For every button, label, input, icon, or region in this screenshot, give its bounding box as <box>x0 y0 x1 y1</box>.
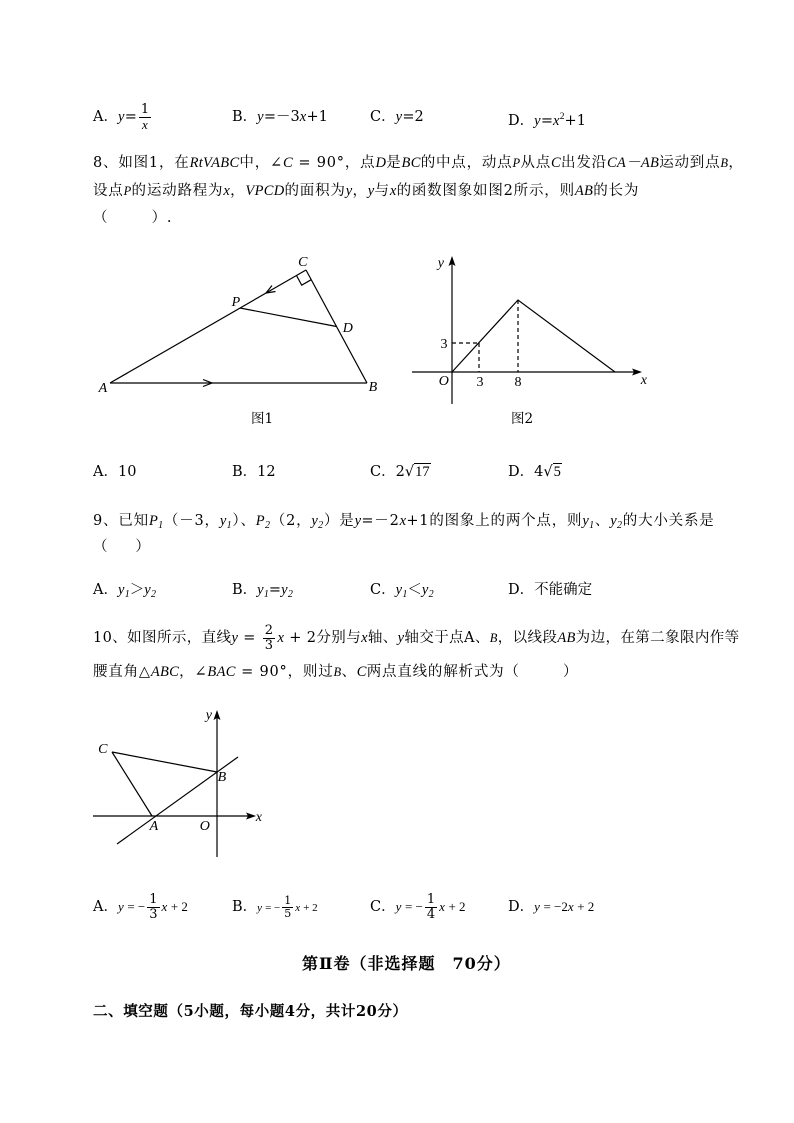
y-tick-label: 3 <box>440 337 448 352</box>
fill-in-section-heading: 二、填空题（5小题，每小题4分，共计20分） <box>93 1003 408 1020</box>
math-text: = − <box>262 902 281 914</box>
q8-text: ， <box>728 155 744 171</box>
q10-option-b[interactable] <box>232 890 318 924</box>
math-var: y <box>534 113 541 129</box>
math-var: y <box>257 902 263 914</box>
q9-math: y <box>610 513 617 529</box>
math-var: x <box>295 902 301 914</box>
q8-text: 的中点，动点 <box>420 155 513 171</box>
q8-option-c[interactable] <box>370 462 431 482</box>
q8-text: 从点 <box>520 155 552 171</box>
figure-2-caption: 图2 <box>510 411 534 427</box>
segment-ca <box>112 752 152 816</box>
math-text: +1 <box>306 109 328 125</box>
q9-math: y <box>219 513 227 529</box>
math-var: x <box>299 109 307 125</box>
q10-option-a[interactable] <box>93 890 188 924</box>
q9-text: 9、已知 <box>93 513 149 529</box>
q8-math: VPCD <box>245 183 285 199</box>
numerator: 1 <box>426 891 436 907</box>
radical-sign: √ <box>404 464 415 480</box>
q10-text: ， <box>179 664 195 680</box>
q10-text: 轴、 <box>367 630 398 646</box>
comparison-operator: = <box>268 582 282 598</box>
q10-math: AB <box>557 630 576 646</box>
option-label: B． <box>232 582 258 598</box>
comparison-operator: ＞ <box>129 582 145 598</box>
numerator: 1 <box>149 891 158 907</box>
q8-text: 的长为 <box>593 183 640 199</box>
q8-math: BC <box>401 155 421 171</box>
origin-label: O <box>199 819 211 834</box>
subscript: 1 <box>402 589 408 600</box>
q8-option-d[interactable] <box>508 462 562 482</box>
math-var: y <box>395 582 403 598</box>
option-label: C． <box>370 582 396 598</box>
coefficient: 2 <box>395 464 405 480</box>
subscript: 2 <box>150 589 156 600</box>
q10-math: B <box>489 631 498 645</box>
q8-answer-blank[interactable]: （ ）. <box>93 210 173 226</box>
q10-option-c[interactable] <box>370 890 466 924</box>
math-var: y <box>281 582 288 598</box>
q10-text: 轴交于点A、 <box>404 630 490 646</box>
q8-text: = 90° <box>292 155 345 171</box>
figure-2-labels <box>436 256 648 427</box>
q9-text: =－2 <box>361 513 400 529</box>
point-c-label: C <box>98 742 108 757</box>
q10-text: + 2 <box>284 630 317 646</box>
q9-text: 的大小关系是 <box>622 513 715 529</box>
denominator: x <box>141 116 149 132</box>
q9-option-a[interactable] <box>93 580 156 600</box>
q9-answer-blank[interactable]: （ ） <box>93 539 151 555</box>
q10-option-d[interactable] <box>508 890 594 924</box>
arrow-ca-icon <box>266 286 276 294</box>
math-text: = −2 <box>540 899 568 914</box>
figure-1 <box>110 270 367 387</box>
figure-1-caption: 图1 <box>250 411 274 427</box>
figure-3-labels <box>98 708 263 834</box>
x-axis-label: x <box>640 373 648 388</box>
numerator: 1 <box>284 893 292 907</box>
figure-3 <box>93 710 256 857</box>
q8-math: D <box>375 155 387 171</box>
subscript: 2 <box>318 520 324 531</box>
exponent: 2 <box>559 112 565 122</box>
x-tick-label: 8 <box>514 375 522 390</box>
origin-label: O <box>438 374 450 389</box>
q8-text: 的面积为 <box>284 183 346 199</box>
math-var: x <box>161 899 168 914</box>
math-text: + 2 <box>573 899 595 914</box>
math-var: x <box>439 899 446 914</box>
option-label: C． <box>370 464 396 480</box>
subscript: 1 <box>263 589 269 600</box>
option-label: A． <box>93 109 118 125</box>
q8-math: P <box>123 184 132 198</box>
radicand: 5 <box>553 464 561 480</box>
math-text: = − <box>124 899 146 914</box>
option-label: C． <box>370 899 396 915</box>
point-a-label: A <box>149 819 159 834</box>
denominator: 4 <box>426 906 436 922</box>
q10-text: 、 <box>341 664 357 680</box>
x-axis-label: x <box>255 810 263 825</box>
denominator: 5 <box>284 906 292 920</box>
math-var: y <box>421 582 429 598</box>
q10-math: y <box>231 630 239 646</box>
q10-math: y <box>397 630 405 646</box>
math-text: + 2 <box>167 899 188 914</box>
q10-text: ，则过 <box>287 664 334 680</box>
numerator: 1 <box>140 101 150 117</box>
q10-text: = 90° <box>235 664 288 680</box>
q9-math: P <box>148 513 159 529</box>
q9-option-d[interactable]: D．不能确定 <box>508 582 593 598</box>
y-axis-label: y <box>437 256 445 271</box>
math-text: = <box>124 109 137 125</box>
segment-cb <box>112 752 217 772</box>
radical-sign: √ <box>543 464 553 480</box>
subscript: 1 <box>158 520 164 531</box>
q10-math: ABC <box>150 664 180 680</box>
y-axis-label: y <box>205 708 213 723</box>
q8-text: 运动到点 <box>659 155 721 171</box>
option-label: D． <box>508 899 535 915</box>
q10-math: x <box>277 630 285 646</box>
fraction <box>282 895 293 920</box>
subscript: 2 <box>616 520 623 531</box>
q8-text: ， <box>230 183 246 199</box>
option-label: B． <box>232 109 258 125</box>
q8-math: RtVABC <box>189 155 240 171</box>
point-b-label: B <box>217 770 227 785</box>
numerator: 2 <box>264 622 274 638</box>
q9-text: ）是 <box>323 513 355 529</box>
q10-text: ，以线段 <box>497 630 558 646</box>
comparison-operator: ＜ <box>407 582 422 598</box>
math-text: = <box>540 113 554 129</box>
q8-math: y <box>345 183 353 199</box>
q8-text: 是 <box>386 155 402 171</box>
subscript: 2 <box>428 589 434 600</box>
q9-math: y <box>311 513 319 529</box>
math-var: y <box>144 582 151 598</box>
fraction <box>147 893 159 922</box>
subscript: 2 <box>264 520 271 531</box>
q9-option-b[interactable] <box>232 580 293 600</box>
coefficient: 4 <box>534 464 544 480</box>
q10-text: = <box>238 630 261 646</box>
q10-math: C <box>356 664 367 680</box>
q9-text: +1的图象上的两个点，则 <box>406 513 583 529</box>
q10-math: x <box>361 630 368 646</box>
q8-option-b[interactable]: B．12 <box>232 464 276 480</box>
subscript: 1 <box>589 520 595 531</box>
side-ac <box>110 270 306 383</box>
radicand: 17 <box>415 464 430 480</box>
q8-text: 8、如图1，在 <box>93 155 190 171</box>
q9-option-c[interactable] <box>370 580 434 600</box>
q10-stem-line-1 <box>93 621 740 655</box>
q8-math: y <box>367 183 375 199</box>
vertex-b-label: B <box>368 380 378 395</box>
math-var: x <box>553 113 560 129</box>
math-text: + 2 <box>300 902 318 914</box>
point-d-label: D <box>342 321 354 336</box>
q9-math: y <box>354 513 362 529</box>
math-var: x <box>567 899 574 914</box>
q8-text: ，点 <box>344 155 376 171</box>
q8-text: 的函数图象如图2所示，则 <box>396 183 575 199</box>
q8-math: AB <box>574 183 594 199</box>
q9-math: x <box>399 513 407 529</box>
math-var: y <box>257 109 264 125</box>
math-var: y <box>117 582 125 598</box>
q8-math: CA－AB <box>606 155 660 171</box>
option-label: D． <box>508 464 535 480</box>
math-text: = − <box>401 899 423 914</box>
q8-math: B <box>720 156 729 170</box>
subscript: 2 <box>287 589 293 600</box>
subscript: 1 <box>226 520 233 531</box>
q10-math: B <box>333 665 342 679</box>
q8-option-a[interactable]: A．10 <box>93 464 137 480</box>
math-var: y <box>395 899 402 914</box>
q10-text: △ <box>138 664 151 680</box>
option-label: D． <box>508 113 535 129</box>
fraction <box>425 893 437 922</box>
q9-math: P <box>255 513 265 529</box>
q10-answer-blank[interactable]: 两点直线的解析式为（ ） <box>366 664 579 680</box>
q10-text: 为边，在第二象限内作等 <box>575 630 740 646</box>
q9-stem-line-1 <box>93 511 715 531</box>
q10-text: 分别与 <box>316 630 362 646</box>
math-var: y <box>117 109 125 125</box>
subscript: 1 <box>124 589 130 600</box>
math-var: y <box>257 582 264 598</box>
q9-text: （2， <box>270 513 312 529</box>
q8-text: 中， <box>239 155 271 171</box>
vertex-c-label: C <box>298 255 308 270</box>
q10-stem-line-2 <box>93 662 578 682</box>
q10-math: BAC <box>207 664 236 680</box>
option-label: A． <box>93 899 118 915</box>
math-text: =2 <box>402 109 424 125</box>
option-label: C． <box>370 109 396 125</box>
q9-text: （－3， <box>163 513 220 529</box>
q8-text: 设点 <box>93 183 124 199</box>
figure-1-labels <box>98 255 378 427</box>
fraction <box>263 624 276 653</box>
right-angle-mark <box>297 276 312 286</box>
option-label: A． <box>93 582 118 598</box>
math-var: y <box>534 899 541 914</box>
q10-text: 腰直角 <box>93 664 139 680</box>
math-var: y <box>395 109 403 125</box>
q8-math: x <box>389 183 397 199</box>
q8-text: ， <box>352 183 368 199</box>
math-text: + 2 <box>445 899 466 914</box>
function-graph <box>452 300 615 372</box>
q8-math: x <box>223 183 231 199</box>
q8-math: C <box>282 155 293 171</box>
q9-text: 、 <box>594 513 611 529</box>
math-var: y <box>117 899 125 914</box>
point-p-label: P <box>231 295 241 310</box>
q9-math: y <box>582 513 590 529</box>
option-label: B． <box>232 899 258 915</box>
denominator: 3 <box>264 637 274 653</box>
denominator: 3 <box>149 906 158 922</box>
segment-pd <box>240 308 337 327</box>
q10-text: 10、如图所示，直线 <box>93 630 232 646</box>
math-text: +1 <box>564 113 586 129</box>
vertex-a-label: A <box>98 381 108 396</box>
q8-math: P <box>512 156 521 170</box>
q10-text: ∠ <box>194 664 208 680</box>
q8-text: ∠ <box>270 155 283 171</box>
q8-text: 的运动路程为 <box>131 183 224 199</box>
q8-text: 与 <box>374 183 390 199</box>
q8-math: C <box>551 155 562 171</box>
math-text: =－3 <box>263 109 300 125</box>
x-tick-label: 3 <box>476 375 484 390</box>
q9-text: ）、 <box>232 513 256 529</box>
q8-text: 出发沿 <box>561 155 607 171</box>
section-2-title: 第Ⅱ卷（非选择题 70分） <box>302 954 511 973</box>
